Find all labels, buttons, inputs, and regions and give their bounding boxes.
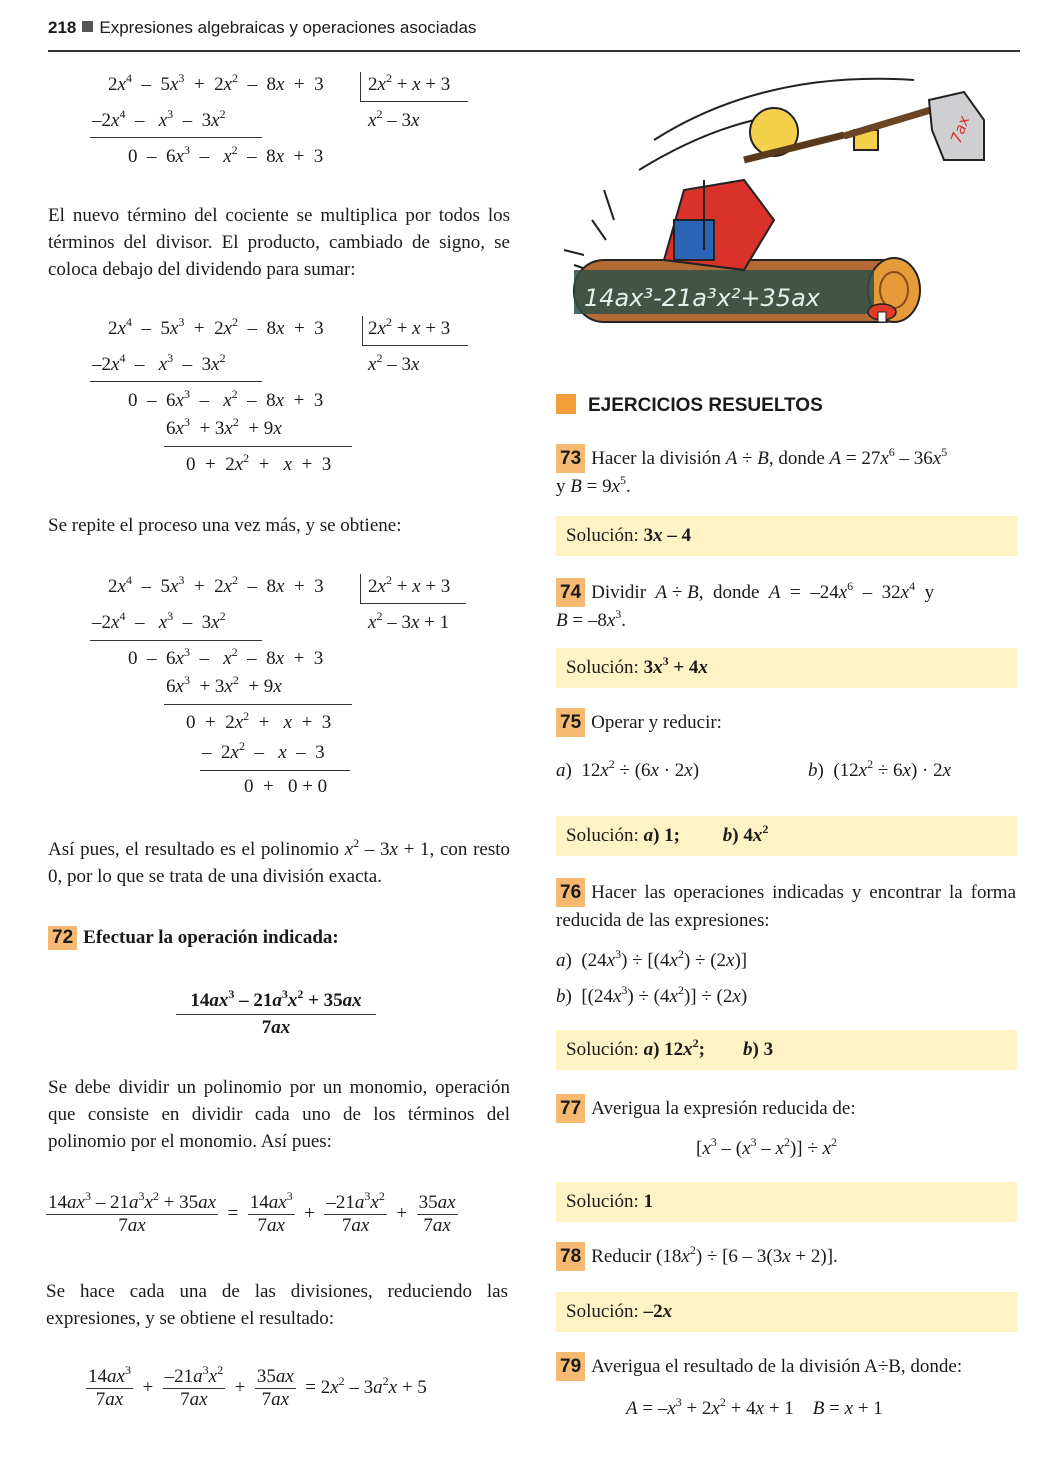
chapter-title: Expresiones algebraicas y operaciones asociadas [99, 18, 477, 37]
paragraph-3: Así pues, el resultado es el polinomio $x^2 - 3x + 1$, con resto 0, por lo que se trata de una división exacta. [48, 836, 511, 887]
solution-78: Solución: –2x [556, 1292, 1017, 1332]
exercise-79-number: 79 [556, 1352, 585, 1381]
section-heading [556, 394, 823, 417]
section-square-icon [556, 394, 576, 414]
solution-74: Solución: $3x^3 + 4x$ [556, 648, 1017, 688]
paragraph-2: Se repite el proceso una vez más, y se obtiene: [48, 515, 402, 536]
header-square-icon [82, 21, 93, 32]
page-number: 218 [48, 18, 77, 37]
exercise-78-number: 78 [556, 1242, 585, 1271]
exercise-76-number: 76 [556, 878, 585, 907]
equation-split: $\frac{14ax^3 - 21a^3x^2 + 35ax}{7ax}$ = $\frac{14ax^3}{7ax}$ + $\frac{-21a^3x^2}{7ax}$ + $\frac{35ax}{7ax}$ [48, 1189, 456, 1236]
exercise-79: 79 Averigua el resultado de la división A÷B, donde: [556, 1352, 1016, 1381]
exercise-75-number: 75 [556, 708, 585, 737]
exercise-76: 76 Hacer las operaciones indicadas y encontrar la forma reducida de las expresiones: [556, 878, 1016, 934]
exercise-79-definitions: $A = -x^3 + 2x^2 + 4x + 1$ B = x + 1 [626, 1395, 883, 1419]
exercise-72-number: 72 [48, 926, 77, 950]
page-header [48, 18, 1020, 52]
exercise-72-fraction: $14ax^3 - 21a^3x^2 + 35ax$ 7ax [176, 990, 376, 1039]
section-title: EJERCICIOS RESUELTOS [588, 395, 823, 416]
log-label: 14ax³-21a³x²+35ax [584, 284, 820, 312]
solution-76: Solución: a) $12x^2$; b) 3 [556, 1030, 1017, 1070]
exercise-74: 74 Dividir A ÷ B, donde $A = -24x^6 - 32x^4$ y $B = -8x^3$. [556, 579, 935, 631]
exercise-77-expression: $[x^3 - (x^3 - x^2)] \div x^2$ [696, 1135, 837, 1159]
exercise-73-number: 73 [556, 444, 585, 473]
exercise-78: 78 Reducir $(18x^2) \div [6 - 3(3x + 2)]$. [556, 1242, 1016, 1271]
exercise-73: 73 Hacer la división A ÷ B, donde $A = 27x^6 - 36x^5$ y $B = 9x^5$. [556, 445, 948, 497]
paragraph-1: El nuevo término del cociente se multiplica por todos los términos del divisor. El producto, cambiado de signo, se coloca debajo del dividendo para sumar: [48, 205, 510, 280]
equation-result: $\frac{14ax^3}{7ax}$ + $\frac{-21a^3x^2}{7ax}$ + $\frac{35ax}{7ax}$ = $2x^2 - 3a^2x + 5$ [88, 1363, 427, 1410]
exercise-76-item-a: a) $(24x^3) \div [(4x^2) \div (2x)]$ [556, 947, 748, 971]
exercise-74-number: 74 [556, 578, 585, 607]
paragraph-5: Se hace cada una de las divisiones, reduciendo las expresiones, y se obtiene el resultado: [46, 1281, 508, 1329]
axe-label: 7ax [946, 113, 974, 146]
exercise-77: 77 Averigua la expresión reducida de: [556, 1094, 1016, 1123]
exercise-72-heading [48, 926, 339, 950]
solution-73: Solución: 3x – 4 [556, 516, 1017, 556]
exercise-72-title: Efectuar la operación indicada: [83, 927, 339, 948]
lumberjack-illustration [544, 70, 1024, 340]
paragraph-4: Se debe dividir un polinomio por un monomio, operación que consiste en dividir cada uno de los términos del polinomio por el monomio. Así pues: [48, 1077, 510, 1152]
exercise-76-item-b: b) $[(24x^3) \div (4x^2)] \div (2x)$ [556, 983, 748, 1007]
exercise-75: 75 Operar y reducir: [556, 708, 1016, 737]
exercise-77-number: 77 [556, 1094, 585, 1123]
solution-77: Solución: 1 [556, 1182, 1017, 1222]
solution-75: Solución: a) 1; b) $4x^2$ [556, 816, 1017, 856]
